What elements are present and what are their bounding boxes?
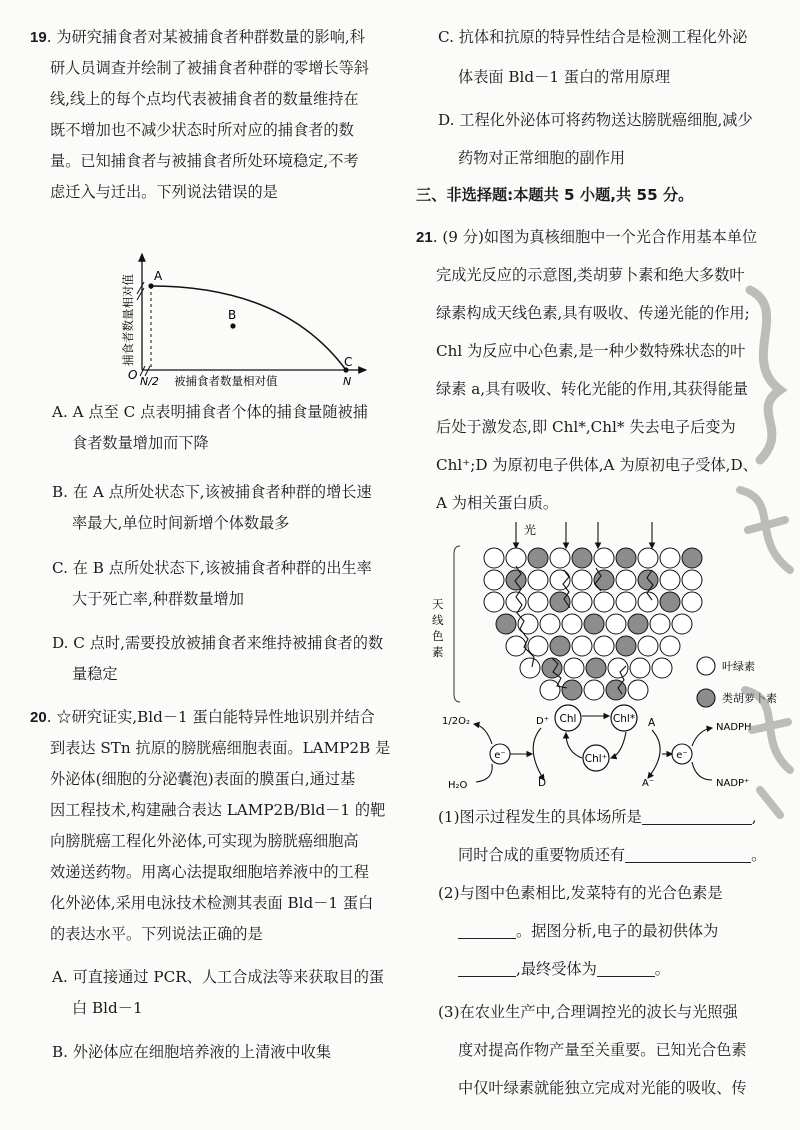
chlorophyll-pigment — [650, 614, 670, 634]
carotenoid-pigment — [542, 658, 562, 678]
carotenoid-pigment — [562, 680, 582, 700]
chlorophyll-pigment — [550, 548, 570, 568]
q20-line-5: 向膀胱癌工程化外泌体,可实现为膀胱癌细胞高 — [50, 832, 359, 850]
legend-chlorophyll-swatch — [697, 657, 715, 675]
pigment-grid — [484, 548, 702, 700]
chlorophyll-pigment — [540, 614, 560, 634]
chlorophyll-pigment — [528, 636, 548, 656]
d-label: D — [538, 777, 547, 789]
q20-line-2: 到表达 STn 抗原的膀胱癌细胞表面。LAMP2B 是 — [50, 739, 391, 757]
carotenoid-pigment — [584, 614, 604, 634]
q21-sub2-line-3: ,最终受体为 。 — [458, 954, 670, 985]
q21-sub2-line-1: (2)与图中色素相比,发菜特有的光合色素是 — [438, 884, 723, 902]
q20-option-d-1: D. 工程化外泌体可将药物送达膀胱癌细胞,减少 — [438, 111, 753, 129]
q20-line-8: 的表达水平。下列说法正确的是 — [50, 925, 263, 943]
chlorophyll-pigment — [628, 680, 648, 700]
q20-option-a-2: 白 Bld－1 — [72, 999, 143, 1017]
chl-star-label: Chl* — [612, 713, 636, 725]
q21-sub1-line-2: 同时合成的重要物质还有 。 — [458, 846, 767, 864]
chlorophyll-pigment — [562, 614, 582, 634]
q21-line-5: 绿素 a,具有吸收、转化光能的作用,其获得能量 — [436, 380, 749, 398]
point-b-label: B — [228, 308, 237, 322]
chlorophyll-pigment — [484, 570, 504, 590]
chlorophyll-pigment — [652, 658, 672, 678]
watermark-shape — [730, 270, 800, 830]
chlorophyll-pigment — [572, 570, 592, 590]
x-axis-label: 被捕食者数量相对值 — [174, 374, 278, 388]
chlorophyll-pigment — [606, 614, 626, 634]
q19-option-b-1: B. 在 A 点所处状态下,该被捕食者种群的增长速 — [52, 483, 372, 501]
q21-line-8: A 为相关蛋白质。 — [436, 494, 559, 512]
d-plus-label: D⁺ — [536, 716, 549, 727]
chlorophyll-pigment — [572, 636, 592, 656]
chlorophyll-pigment — [660, 636, 680, 656]
chl-plus-label: Chl⁺ — [584, 753, 608, 765]
antenna-label-4: 素 — [432, 645, 444, 659]
chlorophyll-pigment — [616, 592, 636, 612]
q19-option-d-1: D. C 点时,需要投放被捕食者来维持被捕食者的数 — [52, 634, 384, 652]
q21-line-2: 完成光反应的示意图,类胡萝卜素和绝大多数叶 — [436, 266, 745, 284]
chlorophyll-pigment — [594, 592, 614, 612]
q19-isocline-figure — [110, 248, 370, 398]
q20-line-4: 因工程技术,构建融合表达 LAMP2B/Bld－1 的靶 — [50, 801, 386, 819]
q19-option-c-2: 大于死亡率,种群数量增加 — [72, 590, 244, 608]
legend-chlorophyll-label: 叶绿素 — [722, 660, 755, 673]
carotenoid-pigment — [586, 658, 606, 678]
chlorophyll-pigment — [608, 658, 628, 678]
q19-option-d-2: 量稳定 — [72, 665, 118, 683]
chlorophyll-pigment — [506, 592, 526, 612]
carotenoid-pigment — [606, 680, 626, 700]
q19-line-4: 既不增加也不减少状态时所对应的捕食者的数 — [50, 121, 354, 139]
chlorophyll-pigment — [572, 592, 592, 612]
chlorophyll-pigment — [564, 658, 584, 678]
q19-option-a-2: 食者数量增加而下降 — [72, 434, 209, 452]
chlorophyll-pigment — [484, 592, 504, 612]
carotenoid-pigment — [616, 636, 636, 656]
q21-sub1-line-1: (1)图示过程发生的具体场所是 , — [438, 808, 757, 826]
carotenoid-pigment — [628, 614, 648, 634]
q20-line-1: 20. ☆研究证实,Bld－1 蛋白能特异性地识别并结合 — [30, 708, 375, 726]
point-a-marker — [148, 283, 153, 288]
q20-option-d-2: 药物对正常细胞的副作用 — [458, 149, 626, 167]
q20-option-b: B. 外泌体应在细胞培养液的上清液中收集 — [52, 1043, 332, 1061]
q20-option-c-1: C. 抗体和抗原的特异性结合是检测工程化外泌 — [438, 28, 748, 46]
x-tick-half: N/2 — [140, 375, 159, 388]
watermark-brush-strokes — [730, 270, 800, 856]
q21-line-6: 后处于激发态,即 Chl*,Chl* 失去电子后变为 — [436, 418, 736, 436]
q20-option-c-2: 体表面 Bld－1 蛋白的常用原理 — [458, 68, 671, 86]
origin-label: O — [128, 368, 138, 382]
q20-option-a-1: A. 可直接通过 PCR、人工合成法等来获取目的蛋 — [52, 968, 385, 986]
chlorophyll-pigment — [528, 570, 548, 590]
point-b-marker — [230, 323, 235, 328]
chlorophyll-pigment — [506, 636, 526, 656]
chlorophyll-pigment — [594, 548, 614, 568]
q19-line-2: 研人员调查并绘制了被捕食者种群的零增长等斜 — [50, 59, 369, 77]
chlorophyll-pigment — [484, 548, 504, 568]
a-label: A — [648, 717, 656, 729]
chlorophyll-pigment — [528, 592, 548, 612]
chlorophyll-pigment — [520, 658, 540, 678]
q21-line-7: Chl⁺;D 为原初电子供体,A 为原初电子受体,D、 — [436, 456, 758, 474]
h2o-label: H₂O — [448, 780, 468, 791]
chlorophyll-pigment — [660, 548, 680, 568]
chlorophyll-pigment — [616, 570, 636, 590]
point-c-label: C — [344, 355, 353, 369]
q20-line-3: 外泌体(细胞的分泌囊泡)表面的膜蛋白,通过基 — [50, 770, 356, 788]
q19-option-a-1: A. A 点至 C 点表明捕食者个体的捕食量随被捕 — [52, 403, 368, 421]
chlorophyll-pigment — [638, 636, 658, 656]
legend-carotenoid-swatch — [697, 689, 715, 707]
q19-line-5: 量。已知捕食者与被捕食者所处环境稳定,不考 — [50, 152, 359, 170]
q19-line-3: 线,线上的每个点均代表被捕食者的数量维持在 — [50, 90, 359, 108]
point-a-label: A — [154, 269, 163, 283]
e-label-right: e⁻ — [676, 750, 688, 761]
antenna-label-3: 色 — [432, 629, 444, 643]
carotenoid-pigment — [682, 548, 702, 568]
nadph-label: NADPH — [716, 722, 752, 733]
carotenoid-pigment — [616, 548, 636, 568]
nadp-label: NADP⁺ — [716, 778, 750, 789]
chl-label: Chl — [559, 713, 577, 725]
chlorophyll-pigment — [630, 658, 650, 678]
isocline-curve — [151, 286, 346, 370]
carotenoid-pigment — [550, 636, 570, 656]
chlorophyll-pigment — [638, 548, 658, 568]
light-arrows — [516, 522, 652, 548]
carotenoid-pigment — [660, 592, 680, 612]
q21-line-3: 绿素构成天线色素,具有吸收、传递光能的作用; — [436, 304, 750, 322]
q21-line-1: 21. (9 分)如图为真核细胞中一个光合作用基本单位 — [416, 228, 758, 246]
q20-line-6: 效递送药物。用离心法提取细胞培养液中的工程 — [50, 863, 369, 881]
antenna-label-2: 线 — [432, 613, 444, 627]
q21-sub3-line-2: 度对提高作物产量至关重要。已知光合色素 — [458, 1041, 747, 1059]
chlorophyll-pigment — [594, 636, 614, 656]
q19-option-c-1: C. 在 B 点所处状态下,该被捕食者种群的出生率 — [52, 559, 372, 577]
answer-blank-5[interactable] — [597, 958, 655, 977]
o2-label: 1/2O₂ — [442, 716, 470, 727]
answer-blank-4[interactable] — [458, 958, 516, 977]
q21-sub3-line-1: (3)在农业生产中,合理调控光的波长与光照强 — [438, 1003, 738, 1021]
chlorophyll-pigment — [540, 680, 560, 700]
legend-carotenoid-label: 类胡萝卜素 — [722, 692, 777, 705]
q21-sub3-line-3: 中仅叶绿素就能独立完成对光能的吸收、传 — [458, 1079, 747, 1097]
chlorophyll-pigment — [682, 570, 702, 590]
e-label-left: e⁻ — [494, 750, 506, 761]
carotenoid-pigment — [496, 614, 516, 634]
carotenoid-pigment — [528, 548, 548, 568]
chlorophyll-pigment — [672, 614, 692, 634]
q19-line-6: 虑迁入与迁出。下列说法错误的是 — [50, 183, 278, 201]
answer-blank-3[interactable] — [458, 920, 516, 939]
q19-line-1: 19. 为研究捕食者对某被捕食者种群数量的影响,科 — [30, 28, 365, 46]
a-minus-label: A⁻ — [642, 778, 655, 789]
chlorophyll-pigment — [584, 680, 604, 700]
x-tick-end: N — [343, 375, 352, 388]
antenna-bracket — [454, 546, 460, 702]
q21-line-4: Chl 为反应中心色素,是一种少数特殊状态的叶 — [436, 342, 746, 360]
y-axis-label: 捕食者数量相对值 — [121, 274, 135, 366]
chlorophyll-pigment — [506, 548, 526, 568]
antenna-label-1: 天 — [432, 597, 444, 611]
chlorophyll-pigment — [660, 570, 680, 590]
light-label: 光 — [524, 523, 537, 537]
chlorophyll-pigment — [682, 592, 702, 612]
q21-sub2-line-2: 。据图分析,电子的最初供体为 — [458, 916, 718, 947]
carotenoid-pigment — [572, 548, 592, 568]
q19-option-b-2: 率最大,单位时间新增个体数最多 — [72, 514, 290, 532]
section3-heading: 三、非选择题:本题共 5 小题,共 55 分。 — [416, 186, 694, 204]
q20-line-7: 化外泌体,采用电泳技术检测其表面 Bld－1 蛋白 — [50, 894, 374, 912]
